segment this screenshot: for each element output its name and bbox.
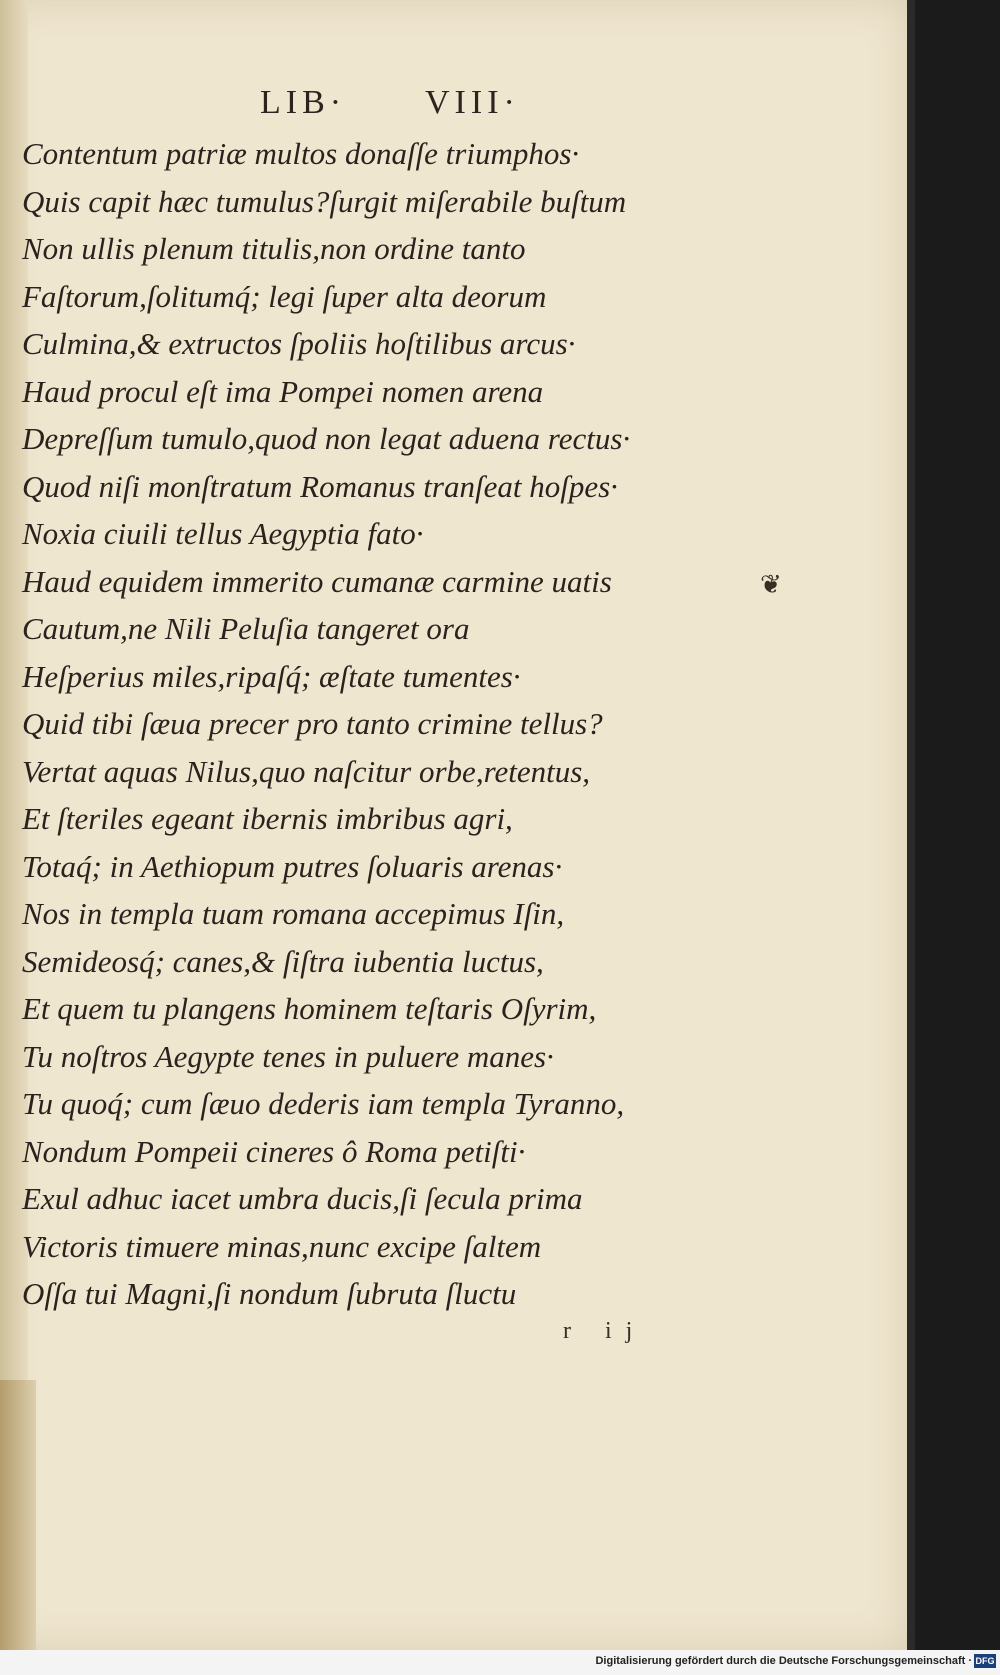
verse-line: Heſperius miles,ripaſq́; æſtate tumentes·: [22, 658, 521, 694]
page-edge: [907, 0, 915, 1650]
funding-notice: Digitalisierung gefördert durch die Deutsche Forschungsgemeinschaft ·: [595, 1655, 972, 1667]
verse-line: Quid tibi ſæua precer pro tanto crimine tellus?: [22, 706, 603, 741]
verse-line: Culmina,& extructos ſpoliis hoſtilibus arcus·: [22, 326, 576, 361]
verse-line: Haud equidem immerito cumanæ carmine uatis: [22, 563, 612, 599]
verse-line: Haud procul eſt ima Pompei nomen arena: [22, 373, 544, 409]
book-label: LIB·: [260, 84, 347, 121]
verse-line: Tu quoq́; cum ſæuo dederis iam templa Tyranno,: [22, 1086, 625, 1121]
verse-line: Nos in templa tuam romana accepimus Iſin,: [22, 896, 565, 931]
verse-line: Depreſſum tumulo,quod non legat aduena rectus·: [22, 421, 631, 456]
verse-line: Oſſa tui Magni,ſi nondum ſubruta ſluctu: [22, 1276, 517, 1311]
book-number: VIII·: [425, 84, 520, 121]
verse-line: Quis capit hæc tumulus?ſurgit miſerabile buſtum: [22, 183, 627, 219]
verse-line: Et ſteriles egeant ibernis imbribus agri,: [22, 801, 513, 836]
verse-line: Faſtorum,ſolitumq́; legi ſuper alta deorum: [22, 278, 547, 314]
footer-bar: [0, 1650, 1000, 1675]
scan-background: [907, 0, 1000, 1650]
verse-line: Cautum,ne Nili Peluſia tangeret ora: [22, 611, 470, 646]
page-fold: [0, 1380, 36, 1650]
fleuron-icon: ❦: [760, 570, 782, 600]
signature-mark: r ij: [563, 1318, 647, 1344]
running-header: [0, 84, 907, 124]
verse-line: Et quem tu plangens hominem teſtaris Oſyrim,: [22, 991, 597, 1026]
verse-line: Non ullis plenum titulis,non ordine tanto: [22, 231, 526, 266]
verse-line: Tu noſtros Aegypte tenes in puluere manes·: [22, 1038, 554, 1074]
verse-line: Victoris timuere minas,nunc excipe ſaltem: [22, 1228, 542, 1264]
verse-line: Semideosq́; canes,& ſiſtra iubentia luctus,: [22, 943, 544, 979]
verse-line: Noxia ciuili tellus Aegyptia fato·: [22, 516, 424, 551]
verse-line: Vertat aquas Nilus,quo naſcitur orbe,retentus,: [22, 753, 591, 789]
verse-line: Totaq́; in Aethiopum putres ſoluaris arenas·: [22, 848, 563, 884]
verse-line: Nondum Pompeii cineres ô Roma petiſti·: [22, 1133, 526, 1169]
verse-line: Quod niſi monſtratum Romanus tranſeat hoſpes·: [22, 468, 618, 504]
verse-line: Exul adhuc iacet umbra ducis,ſi ſecula prima: [22, 1181, 583, 1216]
verse-block: [22, 130, 722, 1318]
verse-line: Contentum patriæ multos donaſſe triumphos·: [22, 136, 580, 171]
dfg-logo-icon: DFG: [975, 1656, 995, 1666]
